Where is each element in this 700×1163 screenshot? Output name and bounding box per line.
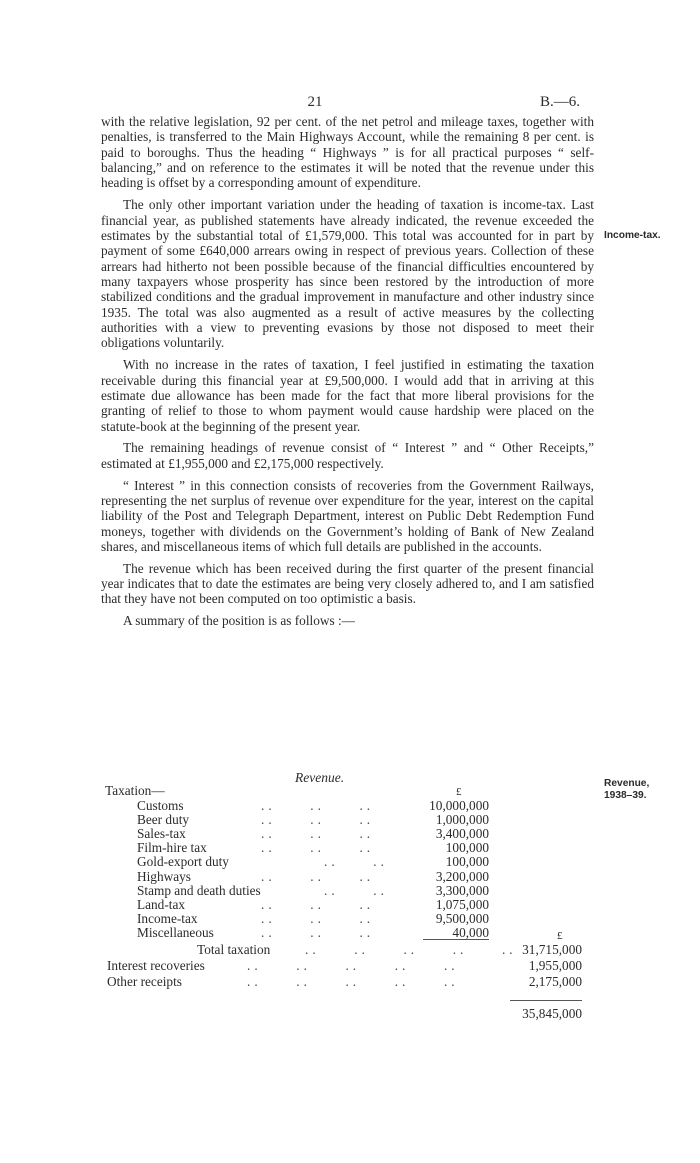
taxation-item-amount: 9,500,000 <box>435 910 489 926</box>
grand-total-rule <box>510 1000 582 1001</box>
currency-symbol-total: £ <box>557 930 563 942</box>
leader-dots: .. .. .. <box>261 812 375 828</box>
taxation-item-label: Highways <box>137 868 191 884</box>
taxation-item-label: Film-hire tax <box>137 840 207 856</box>
taxation-item-amount: 100,000 <box>445 840 489 856</box>
paragraph: with the relative legislation, 92 per cent. of the net petrol and mileage taxes, together with penalties, is transferred to the Main Highways Account, while the remaining 8 per cent. is paid to boroughs. Thus the heading “ Highways ” is for all practical purposes “ self-balancing,” and on reference to the estimates it will be noted that the revenue under this heading is offset by a corresponding amount of expenditure. <box>101 114 594 191</box>
taxation-item-amount: 10,000,000 <box>429 798 489 813</box>
leader-dots: .. .. .. .. .. <box>247 958 459 973</box>
leader-dots: .. .. .. <box>261 896 375 912</box>
total-taxation-label: Total taxation <box>197 942 271 957</box>
paragraph: The revenue which has been received during the first quarter of the present financial year indicates that to date the estimates are being very closely adhered to, and I am satisfied that they have not been computed on too optimistic a basis. <box>101 560 594 607</box>
total-taxation-amount: 31,715,000 <box>522 942 582 957</box>
leader-dots: .. .. .. <box>261 826 375 842</box>
taxation-item-label: Miscellaneous <box>137 924 214 940</box>
other-revenue-row <box>107 974 582 990</box>
leader-dots: .. .. .. <box>261 924 375 940</box>
taxation-heading: Taxation— <box>105 783 165 798</box>
other-revenue-label: Other receipts <box>107 973 182 989</box>
grand-total-row <box>480 1006 582 1022</box>
leader-dots: .. .. .. <box>261 868 375 884</box>
leader-dots: .. .. <box>324 882 388 898</box>
taxation-item-amount: 3,200,000 <box>435 868 489 884</box>
taxation-item-label: Gold-export duty <box>137 854 229 870</box>
leader-dots: .. .. .. <box>261 910 375 926</box>
grand-total-amount: 35,845,000 <box>522 1006 582 1021</box>
margin-note-revenue <box>604 778 649 802</box>
leader-dots: .. .. .. <box>261 798 375 813</box>
leader-dots: .. .. <box>324 854 388 870</box>
taxation-item-amount: 3,400,000 <box>435 826 489 842</box>
other-revenue-row <box>107 958 582 974</box>
leader-dots: .. .. .. .. .. <box>247 973 459 989</box>
taxation-heading-row <box>105 783 305 799</box>
margin-note-revenue-line: Revenue, <box>604 778 650 789</box>
taxation-item-label: Beer duty <box>137 812 190 828</box>
margin-note-revenue-year: 1938–39. <box>604 790 647 801</box>
paragraph: With no increase in the rates of taxation, I feel justified in estimating the taxation receivable during this financial year at £9,500,000. I would add that in arriving at this estimate due allowance has been made for the fact that more liberal provisions for the granting of relief to those to whom payment would cause hardship were placed on the statute-book at the beginning of the present year. <box>101 357 594 434</box>
total-taxation-row <box>197 942 582 958</box>
leader-dots: .. .. .. .. .. <box>305 942 517 957</box>
leader-dots: .. .. .. <box>261 840 375 856</box>
taxation-item-amount: 100,000 <box>445 854 489 870</box>
paragraph: “ Interest ” in this connection consists of recoveries from the Government Railways, representing the net surplus of revenue over expenditure for the year, interest on the capital liability of the Post and Telegraph Department, interest on Public Debt Redemption Fund moneys, together with dividends on the Government’s holding of Bank of New Zealand shares, and miscellaneous items of which full details are published in the accounts. <box>101 477 594 554</box>
revenue-table-heading: Revenue. <box>295 770 345 785</box>
paragraph: The remaining headings of revenue consist of “ Interest ” and “ Other Receipts,” estimated at £1,955,000 and £2,175,000 respectively. <box>101 440 594 471</box>
paragraph: A summary of the position is as follows :— <box>123 613 355 629</box>
taxation-item-amount: 3,300,000 <box>435 882 489 898</box>
taxation-item-label: Stamp and death duties <box>137 882 261 898</box>
other-revenue-amount: 2,175,000 <box>528 973 582 989</box>
taxation-item-label: Customs <box>137 798 184 813</box>
subtotal-rule <box>423 939 489 940</box>
margin-note-income-tax: Income-tax. <box>604 230 661 241</box>
page-number: 21 <box>307 94 323 110</box>
taxation-item-label: Income-tax <box>137 910 198 926</box>
body-text <box>101 114 594 635</box>
taxation-item-amount: 40,000 <box>452 924 489 940</box>
taxation-item-amount: 1,000,000 <box>435 812 489 828</box>
paragraph: The only other important variation under the heading of taxation is income-tax. Last financial year, as published statements have already indicated, the revenue exceeded the estimates by the substantial total of £1,579,000. This total was accounted for in part by payment of some £640,000 arrears owing in respect of previous years. Collection of these arrears had hitherto not been possible because of the financial difficulties encountered by many taxpayers whose prosperity has since been restored by the introduction of more stabilized conditions and the gradual improvement in manufacture and other industry since 1935. The total was also augmented as a result of active measures by the collecting authorities with a view to preventing evasions by those not disposed to meet their obligations voluntarily. <box>101 197 594 351</box>
currency-symbol: £ <box>456 786 462 798</box>
other-revenue-label: Interest recoveries <box>107 958 205 973</box>
other-revenue-amount: 1,955,000 <box>528 958 582 973</box>
taxation-item-label: Sales-tax <box>137 826 186 842</box>
taxation-item-amount: 1,075,000 <box>435 896 489 912</box>
taxation-item-label: Land-tax <box>137 896 185 912</box>
document-reference: B.—6. <box>540 94 581 110</box>
